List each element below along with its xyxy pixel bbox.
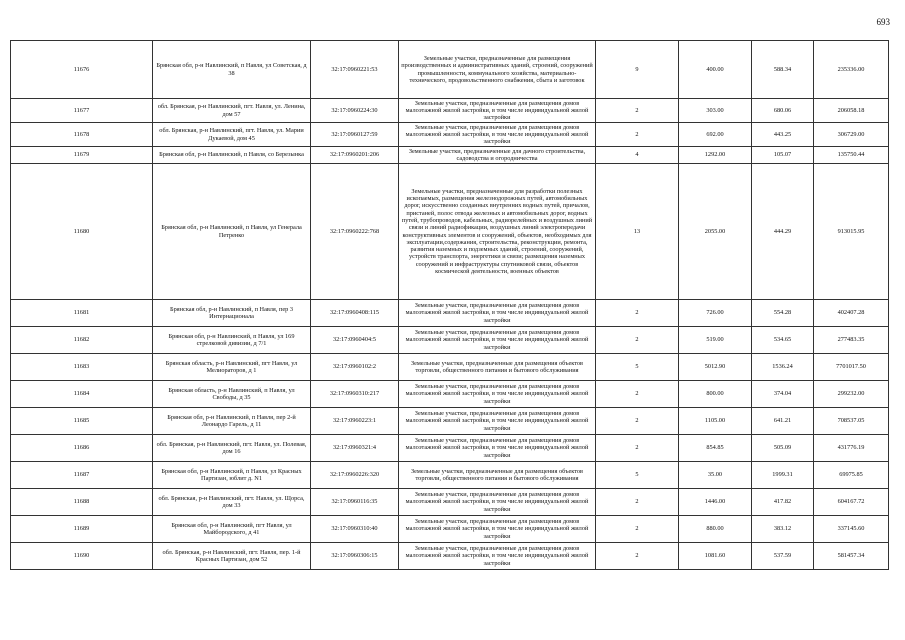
row-number: 11680 <box>11 164 153 300</box>
cadastral-number-cell: 32:17:0960223:1 <box>311 408 399 435</box>
address-cell: Брянская обл, р-н Навлинский, п Навля, пер 3 Интернационала <box>153 300 311 327</box>
cadastral-number-cell: 32:17:0960127:59 <box>311 123 399 147</box>
land-use-group-cell: 5 <box>596 354 679 381</box>
land-use-group-cell: 13 <box>596 164 679 300</box>
row-number: 11682 <box>11 327 153 354</box>
table-body <box>11 41 889 570</box>
land-use-group-cell: 2 <box>596 435 679 462</box>
area-cell: 854.85 <box>679 435 752 462</box>
row-number: 11679 <box>11 147 153 164</box>
cadastral-number-cell: 32:17:0960226:320 <box>311 462 399 489</box>
land-use-description-cell: Земельные участки, предназначенные для дачного строительства, садоводства и огородничества <box>399 147 596 164</box>
land-use-description-cell: Земельные участки, предназначенные для размещения домов малоэтажной жилой застройки, в том числе индивидуальной жилой застройки <box>399 489 596 516</box>
cadastral-number-cell: 32:17:0960221:53 <box>311 41 399 99</box>
cadastral-number-cell: 32:17:0960404:5 <box>311 327 399 354</box>
area-cell: 880.00 <box>679 516 752 543</box>
row-number: 11681 <box>11 300 153 327</box>
land-use-group-cell: 2 <box>596 408 679 435</box>
land-use-group-cell: 2 <box>596 489 679 516</box>
page-number: 693 <box>876 17 890 27</box>
land-use-description-cell: Земельные участки, предназначенные для размещения домов малоэтажной жилой застройки, в том числе индивидуальной жилой застройки <box>399 381 596 408</box>
row-number: 11686 <box>11 435 153 462</box>
table-row <box>11 300 889 327</box>
specific-value-cell: 444.29 <box>752 164 814 300</box>
cadastral-value-cell: 7701017.50 <box>814 354 889 381</box>
table-row <box>11 147 889 164</box>
table-row <box>11 462 889 489</box>
cadastral-value-cell: 337145.60 <box>814 516 889 543</box>
cadastral-value-cell: 581457.34 <box>814 543 889 570</box>
land-use-description-cell: Земельные участки, предназначенные для размещения домов малоэтажной жилой застройки, в том числе индивидуальной жилой застройки <box>399 300 596 327</box>
cadastral-value-cell: 235336.00 <box>814 41 889 99</box>
cadastral-number-cell: 32:17:0960321:4 <box>311 435 399 462</box>
table-row <box>11 327 889 354</box>
table-row <box>11 354 889 381</box>
land-use-group-cell: 9 <box>596 41 679 99</box>
cadastral-value-cell: 277483.35 <box>814 327 889 354</box>
table-row <box>11 381 889 408</box>
specific-value-cell: 641.21 <box>752 408 814 435</box>
land-use-group-cell: 2 <box>596 516 679 543</box>
address-cell: обл. Брянская, р-н Навлинский, пгт. Навля, пер. 1-й Красных Партизан, дом 52 <box>153 543 311 570</box>
land-use-group-cell: 2 <box>596 327 679 354</box>
cadastral-value-cell: 135750.44 <box>814 147 889 164</box>
specific-value-cell: 443.25 <box>752 123 814 147</box>
land-use-description-cell: Земельные участки, предназначенные для размещения объектов торговли, общественного питания и бытового обслуживания <box>399 462 596 489</box>
address-cell: обл. Брянская, р-н Навлинский, пгт. Навля, ул. Марии Дукаевой, дом 45 <box>153 123 311 147</box>
area-cell: 519.00 <box>679 327 752 354</box>
specific-value-cell: 537.59 <box>752 543 814 570</box>
cadastral-value-cell: 913015.95 <box>814 164 889 300</box>
specific-value-cell: 105.07 <box>752 147 814 164</box>
land-use-description-cell: Земельные участки, предназначенные для размещения домов малоэтажной жилой застройки, в том числе индивидуальной жилой застройки <box>399 543 596 570</box>
specific-value-cell: 534.65 <box>752 327 814 354</box>
land-use-group-cell: 2 <box>596 123 679 147</box>
cadastral-number-cell: 32:17:0960408:115 <box>311 300 399 327</box>
specific-value-cell: 383.12 <box>752 516 814 543</box>
specific-value-cell: 1999.31 <box>752 462 814 489</box>
cadastral-number-cell: 32:17:0960116:35 <box>311 489 399 516</box>
land-use-description-cell: Земельные участки, предназначенные для размещения домов малоэтажной жилой застройки, в том числе индивидуальной жилой застройки <box>399 435 596 462</box>
land-use-description-cell: Земельные участки, предназначенные для размещения домов малоэтажной жилой застройки, в том числе индивидуальной жилой застройки <box>399 408 596 435</box>
cadastral-registry-table <box>10 40 889 570</box>
cadastral-value-cell: 604167.72 <box>814 489 889 516</box>
row-number: 11677 <box>11 99 153 123</box>
specific-value-cell: 554.28 <box>752 300 814 327</box>
row-number: 11684 <box>11 381 153 408</box>
specific-value-cell: 680.06 <box>752 99 814 123</box>
row-number: 11676 <box>11 41 153 99</box>
address-cell: Брянская область, р-н Навлинский, пгт Навля, ул Мелиораторов, д 1 <box>153 354 311 381</box>
area-cell: 5012.90 <box>679 354 752 381</box>
cadastral-number-cell: 32:17:0960224:30 <box>311 99 399 123</box>
area-cell: 800.00 <box>679 381 752 408</box>
row-number: 11685 <box>11 408 153 435</box>
land-use-group-cell: 2 <box>596 99 679 123</box>
land-use-description-cell: Земельные участки, предназначенные для размещения производственных и административных зданий, строений, сооружений промышленности, коммунального хозяйства, материально-технического, продовольственного снабжения, сбыта и заготовок <box>399 41 596 99</box>
land-use-description-cell: Земельные участки, предназначенные для размещения объектов торговли, общественного питания и бытового обслуживания <box>399 354 596 381</box>
cadastral-number-cell: 32:17:0960306:15 <box>311 543 399 570</box>
table-row <box>11 164 889 300</box>
area-cell: 726.00 <box>679 300 752 327</box>
area-cell: 303.00 <box>679 99 752 123</box>
area-cell: 1081.60 <box>679 543 752 570</box>
cadastral-number-cell: 32:17:0960222:768 <box>311 164 399 300</box>
cadastral-value-cell: 69975.85 <box>814 462 889 489</box>
area-cell: 400.00 <box>679 41 752 99</box>
table-row <box>11 41 889 99</box>
row-number: 11690 <box>11 543 153 570</box>
row-number: 11683 <box>11 354 153 381</box>
address-cell: Брянская обл, р-н Навлинский, п Навля, пер 2-й Леонардо Гарель, д 11 <box>153 408 311 435</box>
land-use-description-cell: Земельные участки, предназначенные для размещения домов малоэтажной жилой застройки, в том числе индивидуальной жилой застройки <box>399 99 596 123</box>
area-cell: 1292.00 <box>679 147 752 164</box>
address-cell: Брянская область, р-н Навлинский, п Навля, ул Свободы, д 35 <box>153 381 311 408</box>
area-cell: 692.00 <box>679 123 752 147</box>
address-cell: Брянская обл, р-н Навлинский, п Навля, со Березынка <box>153 147 311 164</box>
row-number: 11687 <box>11 462 153 489</box>
specific-value-cell: 588.34 <box>752 41 814 99</box>
table-row <box>11 408 889 435</box>
land-use-group-cell: 2 <box>596 381 679 408</box>
cadastral-value-cell: 708537.05 <box>814 408 889 435</box>
land-use-description-cell: Земельные участки, предназначенные для разработки полезных ископаемых, размещения железнодорожных путей, автомобильных дорог, искусственно созданных внутренних водных путей, причалов, пристаней, полос отвода железных и автомобильных дорог, водных путей, трубопроводов, кабельных, радиорелейных и воздушных линий связи и линий радиофикации, воздушных линий электропередачи конструктивных элементов и сооружений, объектов, необходимых для эксплуатации,содержания, строительства, реконструкции, ремонта, развития наземных и подземных зданий, строений, сооружений, устройств транспорта, энергетики и связи; размещения наземных сооружений и инфраструктуры спутниковой связи, объектов космической деятельности, военных объектов <box>399 164 596 300</box>
specific-value-cell: 374.04 <box>752 381 814 408</box>
table-row <box>11 123 889 147</box>
area-cell: 1105.00 <box>679 408 752 435</box>
land-use-group-cell: 5 <box>596 462 679 489</box>
specific-value-cell: 417.82 <box>752 489 814 516</box>
land-use-description-cell: Земельные участки, предназначенные для размещения домов малоэтажной жилой застройки, в том числе индивидуальной жилой застройки <box>399 516 596 543</box>
address-cell: Брянская обл, р-н Навлинский, п Навля, ул Красных Партизан, юблит д. N1 <box>153 462 311 489</box>
land-use-description-cell: Земельные участки, предназначенные для размещения домов малоэтажной жилой застройки, в том числе индивидуальной жилой застройки <box>399 123 596 147</box>
cadastral-number-cell: 32:17:0960102:2 <box>311 354 399 381</box>
table-row <box>11 489 889 516</box>
specific-value-cell: 1536.24 <box>752 354 814 381</box>
land-use-description-cell: Земельные участки, предназначенные для размещения домов малоэтажной жилой застройки, в том числе индивидуальной жилой застройки <box>399 327 596 354</box>
area-cell: 2055.00 <box>679 164 752 300</box>
table-row <box>11 543 889 570</box>
cadastral-value-cell: 206058.18 <box>814 99 889 123</box>
address-cell: Брянская обл, р-н Навлинский, п Навля, ул Советская, д 38 <box>153 41 311 99</box>
cadastral-value-cell: 306729.00 <box>814 123 889 147</box>
address-cell: Брянская обл, р-н Навлинский, п Навля, ул Генерала Петренко <box>153 164 311 300</box>
area-cell: 35.00 <box>679 462 752 489</box>
cadastral-value-cell: 299232.00 <box>814 381 889 408</box>
row-number: 11678 <box>11 123 153 147</box>
row-number: 11688 <box>11 489 153 516</box>
cadastral-number-cell: 32:17:0960201:206 <box>311 147 399 164</box>
land-use-group-cell: 2 <box>596 300 679 327</box>
land-use-group-cell: 2 <box>596 543 679 570</box>
address-cell: обл. Брянская, р-н Навлинский, пгт. Навля, ул. Полевая, дом 16 <box>153 435 311 462</box>
address-cell: обл. Брянская, р-н Навлинский, пгт. Навля, ул. Ленина, дом 57 <box>153 99 311 123</box>
cadastral-value-cell: 431776.19 <box>814 435 889 462</box>
land-use-group-cell: 4 <box>596 147 679 164</box>
address-cell: Брянская обл, р-н Навлинский, п Навля, ул 169 стрелковой дивизии, д 7/1 <box>153 327 311 354</box>
cadastral-value-cell: 402407.28 <box>814 300 889 327</box>
address-cell: обл. Брянская, р-н Навлинский, пгт. Навля, ул. Щорса, дом 33 <box>153 489 311 516</box>
cadastral-number-cell: 32:17:0960310:217 <box>311 381 399 408</box>
address-cell: Брянская обл, р-н Навлинский, пгт Навля, ул Майбородского, д 41 <box>153 516 311 543</box>
table-row <box>11 99 889 123</box>
table-row <box>11 435 889 462</box>
table-row <box>11 516 889 543</box>
cadastral-number-cell: 32:17:0960310:40 <box>311 516 399 543</box>
row-number: 11689 <box>11 516 153 543</box>
specific-value-cell: 505.09 <box>752 435 814 462</box>
area-cell: 1446.00 <box>679 489 752 516</box>
